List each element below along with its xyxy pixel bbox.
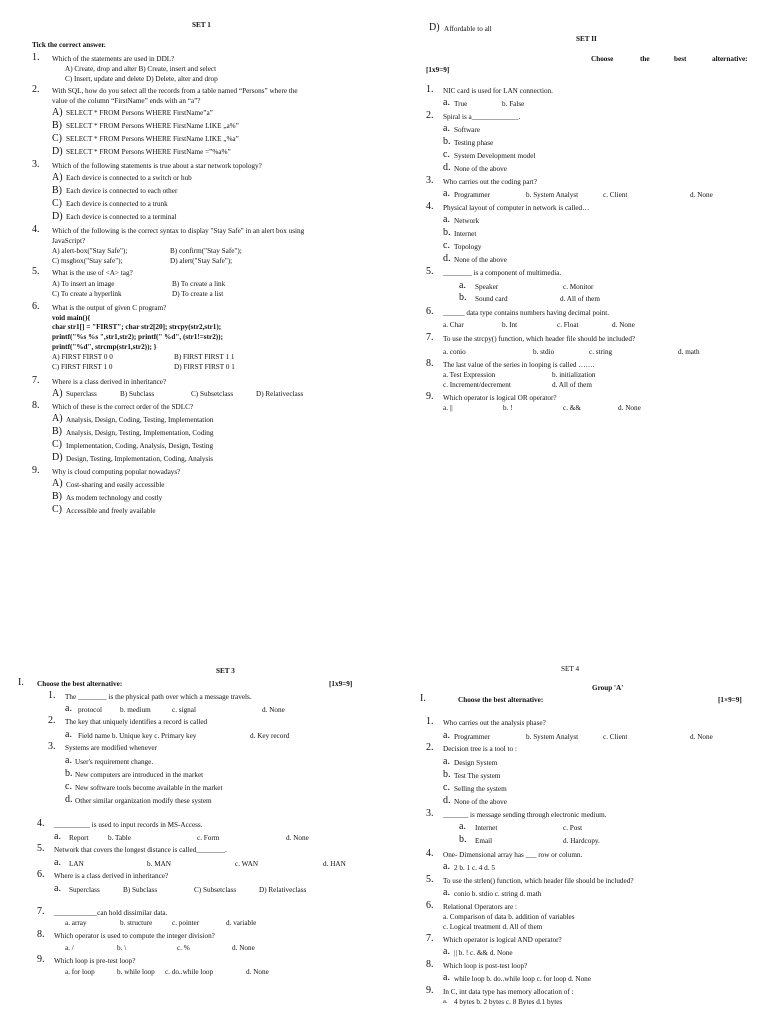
option-text: b. ! (503, 404, 513, 412)
q-number: 3. (426, 808, 434, 819)
option-label: d. (443, 162, 451, 173)
option-text: A) alert-box("Stay Safe"); (52, 247, 128, 255)
option-text: SELECT * FROM Persons WHERE FirstName =”%a%” (66, 148, 231, 156)
option-label: a. (54, 883, 61, 894)
q-number: 4. (37, 818, 45, 829)
set1-title: SET 1 (192, 21, 211, 29)
option-text: d. None (232, 944, 255, 952)
q-number: 3. (48, 741, 56, 752)
option-text: b. False (502, 100, 525, 108)
option-text: b. stdio (533, 348, 555, 356)
option-label: d. (443, 795, 451, 806)
option-text: B) Subclass (120, 390, 155, 398)
question-text: Which loop is pre-test loop? (54, 957, 136, 965)
option-text: Programmer (454, 733, 490, 741)
set3-title: SET 3 (216, 667, 235, 675)
option-text: d. None (618, 404, 641, 412)
option-label: b. (459, 834, 467, 845)
option-text: Internet (454, 230, 477, 238)
option-text: System Development model (454, 152, 536, 160)
option-text: Analysis, Design, Testing, Implementation, Coding (66, 429, 214, 437)
option-text: d. None (690, 733, 713, 741)
option-text: Superclass (66, 390, 97, 398)
option-label: c. (443, 782, 450, 793)
option-text: Topology (454, 243, 482, 251)
option-text: Email (475, 837, 493, 845)
question-text: ______ data type contains numbers having decimal point. (443, 309, 610, 317)
option-text: c. Logical treatment d. All of them (443, 923, 543, 931)
option-text: || b. ! c. && d. None (454, 949, 513, 957)
option-text: a. Comparison of data b. addition of variables (443, 913, 575, 921)
option-text: d. All of them (552, 381, 592, 389)
question-text: Which loop is post-test loop? (443, 962, 528, 970)
option-label: b. (65, 768, 73, 779)
q-number: 3. (426, 175, 434, 186)
option-text: D) Relativeclass (259, 886, 307, 894)
option-text: Testing phase (454, 139, 494, 147)
q-number: 5. (426, 266, 434, 277)
question-text: What is the use of <A> tag? (52, 269, 133, 277)
instruction-word: the (640, 55, 650, 63)
option-text: B) Subclass (123, 886, 158, 894)
q-number: 3. (32, 159, 40, 170)
option-text: Report (69, 834, 89, 842)
option-text: while loop b. do..while loop c. for loop d. None (454, 975, 591, 983)
option-label: a. (443, 861, 450, 872)
option-text: C) FIRST FIRST 1 0 (52, 363, 113, 371)
option-text: a. / (65, 944, 74, 952)
option-label: a. (65, 729, 72, 740)
option-text: c. Post (563, 824, 583, 832)
question-text: In C, int data type has memory allocation of : (443, 988, 574, 996)
question-text: One- Dimensional array has ___ row or column. (443, 851, 583, 859)
option-text: Each device is connected to each other (66, 187, 178, 195)
q-number: 7. (426, 332, 434, 343)
option-text: Test The system (454, 772, 501, 780)
code-line: printf("%s %s ",str1,str2); printf(" %d", (str1!=str2)); (52, 333, 223, 341)
q-number: 1. (426, 84, 434, 95)
option-text: a. || (443, 404, 453, 412)
option-text: c. WAN (235, 860, 259, 868)
question-text: Where is a class derived in inheritance? (52, 378, 167, 386)
option-text: b. Int (502, 321, 518, 329)
option-text: b. System Analyst (526, 191, 579, 199)
option-text: A) To insert an image (52, 280, 115, 288)
option-label: c. (65, 781, 72, 792)
q-number: 9. (426, 391, 434, 402)
option-label: c. (443, 149, 450, 160)
option-text: b. initialization (552, 371, 596, 379)
question-text: Which of the following is the correct syntax to display "Stay Safe" in an alert box using (52, 227, 305, 235)
option-label: D) (52, 452, 63, 463)
set4-title: SET 4 (561, 665, 580, 673)
section-roman: I. (420, 693, 426, 704)
option-text: Field name b. Unique key c. Primary key (78, 732, 197, 740)
q-number: 7. (37, 906, 45, 917)
option-text: 2 b. 1 c. 4 d. 5 (454, 864, 495, 872)
option-text: 4 bytes b. 2 bytes c. 8 Bytes d.1 bytes (454, 998, 563, 1006)
option-text: b. MAN (147, 860, 171, 868)
question-text: Network that covers the longest distance is called________. (54, 846, 227, 854)
q-number: 7. (426, 933, 434, 944)
option-text: d. variable (226, 919, 257, 927)
option-label: a. (443, 756, 450, 767)
option-text: Superclass (69, 886, 100, 894)
marks: [1x9=9] (426, 66, 450, 74)
option-label: B) (52, 491, 62, 502)
option-text: a. Char (443, 321, 464, 329)
option-text: C) To create a hyperlink (52, 290, 122, 298)
option-text: b. System Analyst (526, 733, 579, 741)
option-text: As modem technology and costly (66, 494, 163, 502)
marks: [1x9=9] (329, 680, 353, 688)
q-number: 2. (426, 742, 434, 753)
option-label: C) (52, 504, 62, 515)
option-text: Affordable to all (444, 25, 492, 33)
question-text: Decision tree is a tool to : (443, 745, 517, 753)
q-number: 1. (426, 716, 434, 727)
option-text: SELECT * FROM Persons WHERE FirstName LIKE „%a” (66, 135, 239, 143)
option-label: c. (443, 240, 450, 251)
question-text: Which of the statements are used in DDL? (52, 55, 175, 63)
option-text: c. Monitor (563, 283, 594, 291)
option-label: a. (65, 703, 72, 714)
option-text: Software (454, 126, 480, 134)
option-text: b. structure (120, 919, 153, 927)
option-text: B) confirm("Stay Safe"); (170, 247, 242, 255)
q-number: 8. (37, 929, 45, 940)
option-label: a. (54, 857, 61, 868)
instruction-word: Choose (591, 55, 614, 63)
option-text: Programmer (454, 191, 490, 199)
option-text: D) To create a list (172, 290, 224, 298)
option-text: d. None (262, 706, 285, 714)
q-number: 4. (32, 224, 40, 235)
set1-instruction: Tick the correct answer. (32, 41, 106, 49)
option-text: None of the above (454, 798, 507, 806)
option-label: a. (459, 821, 466, 832)
option-text: d. HAN (323, 860, 346, 868)
question-text: What is the output of given C program? (52, 304, 167, 312)
option-label: d. (443, 253, 451, 264)
question-text: value of the column “FirstName” ends with an “a”? (52, 97, 201, 105)
option-text: C) Subsetclass (191, 390, 234, 398)
option-label: a. (443, 97, 450, 108)
option-text: a. conio (443, 348, 466, 356)
option-text: B) FIRST FIRST 1 1 (174, 353, 235, 361)
option-text: Each device is connected to a trunk (66, 200, 168, 208)
option-label: a. (443, 887, 450, 898)
q-number: 2. (32, 84, 40, 95)
option-text: c. Form (197, 834, 220, 842)
q-number: 9. (426, 985, 434, 996)
option-text: Selling the system (454, 785, 507, 793)
q-number: 6. (37, 869, 45, 880)
option-label: b. (443, 769, 451, 780)
option-text: B) To create a link (172, 280, 226, 288)
option-label: D) (52, 146, 63, 157)
option-text: c. Float (557, 321, 579, 329)
question-text: Which operator is logical OR operator? (443, 394, 557, 402)
option-label: C) (52, 198, 62, 209)
question-text: __________ is used to input records in MS-Access. (54, 821, 203, 829)
question-text: Which operator is used to compute the integer division? (54, 932, 215, 940)
option-label: a. (459, 280, 466, 291)
option-text: Cost-sharing and easily accessible (66, 481, 165, 489)
option-text: New software tools become available in the market (75, 784, 223, 792)
option-text: SELECT * FROM Persons WHERE FirstName”a” (66, 109, 213, 117)
option-text: c. && (563, 404, 581, 412)
question-text: Who carries out the analysis phase? (443, 719, 546, 727)
option-text: Internet (475, 824, 498, 832)
q-number: 1. (32, 52, 40, 63)
question-text: With SQL, how do you select all the records from a table named “Persons” where the (52, 87, 298, 95)
question-text: The key that uniquely identifies a record is called (65, 718, 208, 726)
q-number: 9. (37, 954, 45, 965)
group-label: Group 'A' (592, 684, 624, 692)
option-label: a. (443, 123, 450, 134)
option-label: C) (52, 133, 62, 144)
option-text: None of the above (454, 256, 507, 264)
q-number: 6. (32, 301, 40, 312)
question-text: To use the strcpy() function, which header file should be included? (443, 335, 636, 343)
code-line: void main(){ (52, 314, 91, 322)
question-text: Relational Operators are : (443, 903, 518, 911)
option-text: Design, Testing, Implementation, Coding, Analysis (66, 455, 214, 463)
question-text: Physical layout of computer in network is called… (443, 204, 590, 212)
question-text: Which of the following statements is true about a star network topology? (52, 162, 262, 170)
question-text: JavaScript? (52, 237, 86, 245)
q-number: 2. (48, 715, 56, 726)
option-text: Sound card (475, 295, 508, 303)
option-text: D) FIRST FIRST 0 1 (174, 363, 235, 371)
option-text: c. Client (603, 191, 628, 199)
option-text: c. Client (603, 733, 628, 741)
option-text: conio b. stdio c. string d. math (454, 890, 542, 898)
option-text: Other similar organization modify these system (75, 797, 212, 805)
question-text: Where is a class derived in inheritance? (54, 872, 169, 880)
option-label: A) (52, 172, 63, 183)
option-label: a. (54, 831, 61, 842)
option-label: D) (429, 22, 440, 33)
option-label: a. (443, 730, 450, 741)
option-text: D) Relativeclass (256, 390, 304, 398)
question-text: The ________ is the physical path over which a message travels. (65, 693, 252, 701)
option-text: b. \ (117, 944, 127, 952)
code-line: printf("%d", strcmp(str1,str2)); } (52, 343, 157, 351)
question-text: Who carries out the coding part? (443, 178, 537, 186)
option-label: b. (443, 227, 451, 238)
option-text: LAN (69, 860, 84, 868)
q-number: 4. (426, 201, 434, 212)
option-label: a. (443, 214, 450, 225)
option-text: a. array (65, 919, 87, 927)
option-text: Each device is connected to a switch or hub (66, 174, 192, 182)
option-text: d. None (286, 834, 309, 842)
q-number: 1. (48, 690, 56, 701)
option-text: d. Hardcopy. (563, 837, 600, 845)
q-number: 6. (426, 306, 434, 317)
option-label: B) (52, 426, 62, 437)
option-text: b. Table (108, 834, 131, 842)
option-label: a. (443, 188, 450, 199)
option-text: d. All of them (560, 295, 600, 303)
q-number: 5. (426, 874, 434, 885)
option-text: c. do..while loop (165, 968, 214, 976)
question-text: The last value of the series in looping is called ……. (443, 361, 595, 369)
option-label: C) (52, 439, 62, 450)
option-text: Speaker (475, 283, 499, 291)
question-text: Which of these is the correct order of the SDLC? (52, 403, 194, 411)
option-text: a. Test Expression (443, 371, 496, 379)
option-text: b. medium (120, 706, 151, 714)
option-text: protocol (78, 706, 102, 714)
question-text: Which operator is logical AND operator? (443, 936, 562, 944)
q-number: 8. (426, 959, 434, 970)
option-text: c. string (589, 348, 613, 356)
option-text: c. pointer (172, 919, 200, 927)
option-text: D) alert("Stay Safe"); (170, 257, 233, 265)
q-number: 9. (32, 465, 40, 476)
option-text: d. math (678, 348, 700, 356)
q-number: 6. (426, 900, 434, 911)
marks: [1×9=9] (718, 696, 742, 704)
option-text: Accessible and freely available (66, 507, 156, 515)
option-text: Network (454, 217, 480, 225)
instruction-word: best (674, 55, 687, 63)
option-text: d. None (246, 968, 269, 976)
question-text: ____________can hold dissimilar data. (54, 909, 168, 917)
q-number: 2. (426, 110, 434, 121)
option-label: a. (443, 972, 450, 983)
option-text: d. Key record (250, 732, 290, 740)
option-label: a. (65, 755, 72, 766)
option-label: a. (443, 946, 450, 957)
q-number: 7. (32, 375, 40, 386)
question-text: _______ is message sending through electronic medium. (443, 811, 607, 819)
option-label: b. (443, 136, 451, 147)
option-label: d. (65, 794, 73, 805)
option-text: b. while loop (117, 968, 155, 976)
q-number: 4. (426, 848, 434, 859)
option-text: User's requirement change. (75, 758, 154, 766)
option-text: Implementation, Coding, Analysis, Design, Testing (66, 442, 214, 450)
option-label: D) (52, 211, 63, 222)
option-text: a. for loop (65, 968, 95, 976)
set2-title: SET II (576, 35, 597, 43)
q-number: 8. (32, 400, 40, 411)
section-heading: Choose the best alternative: (458, 696, 544, 704)
option-text: Design System (454, 759, 498, 767)
option-text: c. Increment/decrement (443, 381, 511, 389)
q-number: 5. (37, 843, 45, 854)
option-text: C) msgbox("Stay safe"); (52, 257, 123, 265)
q-number: 8. (426, 358, 434, 369)
option-text: A) FIRST FIRST 0 0 (52, 353, 113, 361)
section-heading: Choose the best alternative: (37, 680, 123, 688)
option-label: A) (52, 388, 63, 399)
option-text: Analysis, Design, Coding, Testing, Implementation (66, 416, 214, 424)
option-label: B) (52, 120, 62, 131)
option-text: c. % (177, 944, 190, 952)
option-label: A) (52, 413, 63, 424)
option-text: None of the above (454, 165, 507, 173)
question-text: ________ is a component of multimedia. (443, 269, 562, 277)
option-label: A) (52, 107, 63, 118)
question-text: Spiral is a_____________. (443, 113, 521, 121)
question-text: Why is cloud computing popular nowadays? (52, 468, 181, 476)
option-text: True (454, 100, 468, 108)
section-roman: I. (18, 677, 24, 688)
question-text: To use the strlen() function, which header file should be included? (443, 877, 634, 885)
instruction-word: alternative: (712, 55, 748, 63)
option-label: b. (459, 292, 467, 303)
option-text: New computers are introduced in the market (75, 771, 204, 779)
question-text: Systems are modified whenever (65, 744, 158, 752)
option-text: c. signal (172, 706, 196, 714)
option-label: a. (443, 998, 448, 1005)
q-number: 5. (32, 266, 40, 277)
option-line: A) Create, drop and alter B) Create, insert and select (65, 65, 217, 73)
question-text: NIC card is used for LAN connection. (443, 87, 553, 95)
option-line: C) Insert, update and delete D) Delete, alter and drop (65, 75, 218, 83)
option-text: d. None (612, 321, 635, 329)
option-label: A) (52, 478, 63, 489)
option-text: SELECT * FROM Persons WHERE FirstName LIKE „a%” (66, 122, 239, 130)
option-text: C) Subsetclass (194, 886, 237, 894)
option-text: Each device is connected to a terminal (66, 213, 177, 221)
code-line: char str1[] = "FIRST"; char str2[20]; strcpy(str2,str1); (52, 323, 222, 331)
option-text: d. None (690, 191, 713, 199)
option-label: B) (52, 185, 62, 196)
